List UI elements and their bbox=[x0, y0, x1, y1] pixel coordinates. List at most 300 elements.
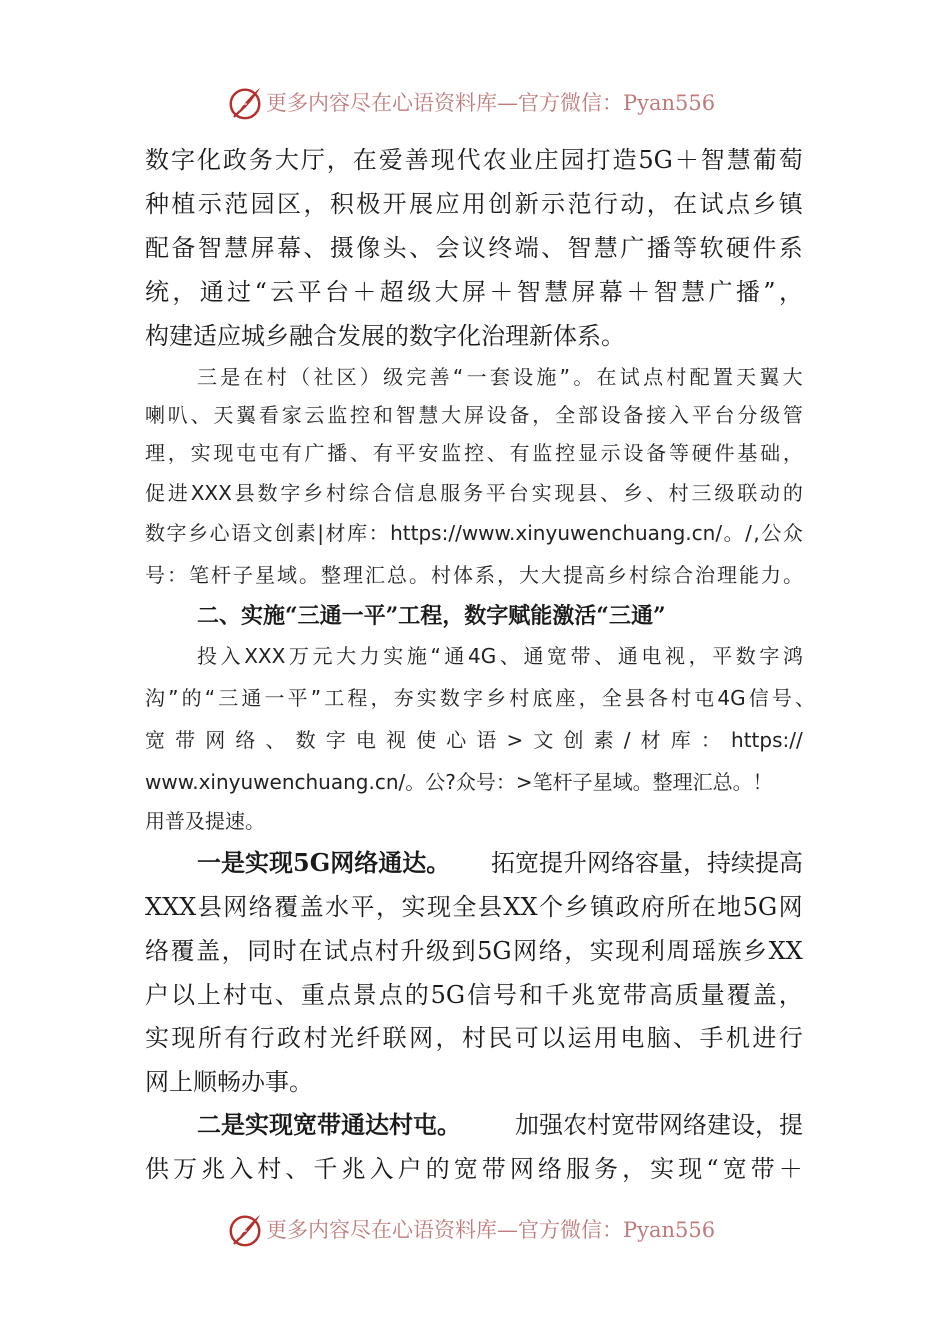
glyph: 化 bbox=[196, 146, 221, 174]
glyph: 范 bbox=[567, 190, 592, 218]
glyph: 软 bbox=[699, 234, 724, 262]
glyph: 。 bbox=[409, 563, 429, 587]
glyph: 信 bbox=[394, 481, 415, 505]
glyph: 5G bbox=[638, 146, 673, 174]
glyph: 进 bbox=[167, 481, 188, 505]
glyph: 一 bbox=[466, 365, 487, 389]
glyph: 覆 bbox=[170, 937, 195, 965]
glyph: 的 bbox=[782, 481, 803, 505]
glyph: 瑶 bbox=[691, 937, 716, 965]
quill-pen-logo-icon bbox=[226, 84, 264, 122]
glyph: 植 bbox=[171, 190, 196, 218]
glyph: 宽 bbox=[453, 1155, 478, 1183]
glyph: 点 bbox=[725, 190, 750, 218]
glyph: 级 bbox=[383, 365, 404, 389]
text-line bbox=[145, 1021, 803, 1055]
glyph: 广 bbox=[708, 278, 733, 306]
glyph: 带 bbox=[175, 728, 196, 752]
glyph: 体 bbox=[453, 563, 473, 587]
glyph: 入 bbox=[668, 403, 689, 427]
glyph: 现 bbox=[430, 146, 455, 174]
glyph: 、 bbox=[541, 234, 566, 262]
glyph: 智 bbox=[197, 234, 222, 262]
quill-pen-logo-icon bbox=[226, 1211, 264, 1249]
glyph: 覆 bbox=[274, 893, 299, 921]
glyph: 乡 bbox=[564, 893, 589, 921]
glyph: 打 bbox=[586, 146, 611, 174]
text-line bbox=[197, 362, 803, 392]
glyph: 在 bbox=[243, 365, 264, 389]
glyph: XXX bbox=[190, 481, 232, 505]
glyph: 叭 bbox=[167, 403, 188, 427]
glyph: 提 bbox=[563, 563, 583, 587]
glyph: 庄 bbox=[534, 146, 559, 174]
glyph: 代 bbox=[456, 146, 481, 174]
glyph: 在 bbox=[596, 365, 617, 389]
glyph: 、 bbox=[794, 686, 815, 710]
glyph: 用 bbox=[593, 1024, 618, 1052]
glyph: 总 bbox=[387, 563, 407, 587]
glyph: 全 bbox=[601, 686, 622, 710]
glyph: 村 bbox=[666, 365, 687, 389]
glyph: 平 bbox=[395, 441, 416, 465]
glyph: 到 bbox=[451, 937, 476, 965]
glyph: 设 bbox=[623, 441, 644, 465]
glyph: 一 bbox=[264, 686, 285, 710]
glyph: 点 bbox=[326, 981, 351, 1009]
glyph: 县 bbox=[477, 893, 502, 921]
glyph: 进 bbox=[752, 1024, 777, 1052]
glyph: | bbox=[317, 521, 324, 545]
text-line bbox=[145, 400, 803, 430]
glyph: 实 bbox=[531, 481, 552, 505]
glyph: 数 bbox=[145, 146, 169, 174]
glyph: 设 bbox=[513, 365, 534, 389]
glyph: 联 bbox=[382, 1024, 407, 1052]
glyph: 域 bbox=[277, 563, 297, 587]
glyph: 使 bbox=[416, 728, 437, 752]
glyph: 杆 bbox=[211, 563, 231, 587]
glyph: / bbox=[745, 521, 752, 545]
glyph: 础 bbox=[760, 441, 781, 465]
glyph: 通 bbox=[199, 278, 224, 306]
glyph: 息 bbox=[417, 481, 438, 505]
glyph: 带 bbox=[750, 1155, 775, 1183]
glyph: 新 bbox=[514, 190, 539, 218]
glyph: 脑 bbox=[646, 1024, 671, 1052]
text-line bbox=[145, 978, 803, 1012]
glyph: 幕 bbox=[598, 278, 623, 306]
glyph: 光 bbox=[329, 1024, 354, 1052]
glyph: 材 bbox=[640, 728, 661, 752]
glyph: 广 bbox=[620, 234, 645, 262]
glyph: 屏 bbox=[463, 403, 484, 427]
glyph: 大 bbox=[782, 365, 803, 389]
glyph: 套 bbox=[489, 365, 510, 389]
glyph: 网 bbox=[205, 728, 226, 752]
glyph: 络 bbox=[537, 1155, 562, 1183]
glyph: 家 bbox=[281, 403, 302, 427]
glyph: XXX bbox=[145, 893, 197, 921]
glyph: 户 bbox=[397, 1155, 422, 1183]
glyph: 幕 bbox=[277, 234, 302, 262]
glyph: 底 bbox=[532, 686, 553, 710]
glyph: ， bbox=[167, 441, 188, 465]
glyph: 4G bbox=[468, 644, 497, 668]
glyph: 服 bbox=[565, 1155, 590, 1183]
glyph: 通 bbox=[444, 644, 465, 668]
glyph: 像 bbox=[356, 234, 381, 262]
glyph: 县 bbox=[197, 893, 222, 921]
glyph: 4G bbox=[717, 686, 746, 710]
glyph: 慧 bbox=[544, 278, 569, 306]
text-line: 用普及提速。 bbox=[145, 809, 265, 833]
glyph: 网 bbox=[223, 893, 248, 921]
glyph: 管 bbox=[782, 403, 803, 427]
glyph: 头 bbox=[382, 234, 407, 262]
glyph: 联 bbox=[737, 481, 758, 505]
text-line: 网上顺畅办事。 bbox=[145, 1068, 313, 1096]
glyph: 。 bbox=[723, 521, 744, 545]
glyph: 善 bbox=[429, 365, 450, 389]
glyph: 星 bbox=[255, 563, 275, 587]
glyph: 宽 bbox=[145, 728, 165, 752]
glyph: 智 bbox=[653, 278, 678, 306]
glyph: 素 bbox=[593, 728, 614, 752]
text-line bbox=[145, 725, 803, 755]
glyph: 硬 bbox=[691, 441, 712, 465]
glyph: 三 bbox=[218, 686, 239, 710]
glyph: 镇 bbox=[589, 893, 614, 921]
glyph: 、 bbox=[285, 1155, 310, 1183]
glyph: 接 bbox=[646, 403, 667, 427]
glyph: 示 bbox=[600, 441, 621, 465]
glyph: 会 bbox=[435, 234, 460, 262]
glyph: 络 bbox=[538, 937, 563, 965]
glyph: 示 bbox=[197, 190, 222, 218]
glyph: 、 bbox=[486, 441, 507, 465]
glyph: ， bbox=[376, 893, 401, 921]
glyph: 屏 bbox=[461, 278, 486, 306]
glyph: 电 bbox=[620, 1024, 645, 1052]
glyph: 、 bbox=[645, 481, 666, 505]
glyph: ： bbox=[167, 563, 187, 587]
glyph: 大 bbox=[541, 563, 561, 587]
glyph: 政 bbox=[615, 893, 640, 921]
glyph: 乡 bbox=[607, 563, 627, 587]
glyph: 机 bbox=[725, 1024, 750, 1052]
glyph: 村 bbox=[431, 563, 451, 587]
glyph: 电 bbox=[355, 728, 376, 752]
glyph: 件 bbox=[714, 441, 735, 465]
glyph: 。 bbox=[573, 365, 594, 389]
glyph: 所 bbox=[666, 893, 691, 921]
glyph: ， bbox=[778, 981, 803, 1009]
glyph: 千 bbox=[544, 981, 569, 1009]
glyph: 县 bbox=[577, 481, 598, 505]
glyph: 现 bbox=[426, 893, 451, 921]
text-line bbox=[145, 187, 803, 221]
glyph: 字 bbox=[170, 146, 195, 174]
glyph: 置 bbox=[712, 365, 733, 389]
glyph: 汇 bbox=[365, 563, 385, 587]
glyph: 慧 bbox=[726, 146, 751, 174]
glyph: 民 bbox=[488, 1024, 513, 1052]
glyph: 在 bbox=[298, 937, 323, 965]
glyph: 号 bbox=[771, 686, 792, 710]
glyph: 乡 bbox=[486, 686, 507, 710]
glyph: 族 bbox=[717, 937, 742, 965]
glyph: 开 bbox=[382, 190, 407, 218]
glyph: 现 bbox=[554, 481, 575, 505]
glyph: 天 bbox=[736, 365, 757, 389]
glyph: 务 bbox=[463, 481, 484, 505]
glyph: 县 bbox=[624, 686, 645, 710]
glyph: 工 bbox=[324, 686, 345, 710]
glyph: 实 bbox=[145, 1024, 169, 1052]
glyph: 、 bbox=[594, 644, 615, 668]
glyph: 行 bbox=[250, 1024, 275, 1052]
glyph: ” bbox=[168, 686, 179, 710]
glyph: 理 bbox=[145, 441, 165, 465]
glyph: 服 bbox=[440, 481, 461, 505]
text-line bbox=[145, 934, 803, 968]
glyph: 整 bbox=[321, 563, 341, 587]
glyph: 公 bbox=[761, 521, 782, 545]
glyph: 信 bbox=[467, 981, 492, 1009]
text-line bbox=[145, 275, 803, 309]
glyph: 带 bbox=[570, 644, 591, 668]
glyph: https://www.xinyuwenchuang.cn/ bbox=[390, 521, 723, 545]
glyph: 心 bbox=[446, 728, 467, 752]
glyph: 材 bbox=[325, 521, 346, 545]
glyph: 政 bbox=[277, 1024, 302, 1052]
glyph: 和 bbox=[519, 981, 544, 1009]
glyph: 合 bbox=[673, 563, 693, 587]
glyph: 平 bbox=[350, 893, 375, 921]
glyph: 数 bbox=[439, 686, 460, 710]
glyph: 宽 bbox=[596, 981, 621, 1009]
glyph: 利 bbox=[640, 937, 665, 965]
glyph: 安 bbox=[418, 441, 439, 465]
glyph: 级 bbox=[426, 937, 451, 965]
glyph: 级 bbox=[714, 481, 735, 505]
glyph: 乡 bbox=[743, 937, 768, 965]
text-line bbox=[145, 560, 803, 590]
glyph: 兆 bbox=[570, 981, 595, 1009]
glyph: 动 bbox=[620, 190, 645, 218]
glyph: 府 bbox=[640, 893, 665, 921]
glyph: 。 bbox=[299, 563, 319, 587]
glyph: 治 bbox=[695, 563, 715, 587]
text-line bbox=[145, 890, 803, 924]
glyph: 平 bbox=[297, 278, 322, 306]
glyph: 农 bbox=[482, 146, 507, 174]
glyph: 万 bbox=[173, 1155, 198, 1183]
glyph: 促 bbox=[145, 481, 165, 505]
glyph: 村 bbox=[461, 1024, 486, 1052]
glyph: 信 bbox=[748, 686, 769, 710]
glyph: 摄 bbox=[329, 234, 354, 262]
glyph: 实 bbox=[416, 686, 437, 710]
glyph: 文 bbox=[252, 521, 273, 545]
glyph: 终 bbox=[488, 234, 513, 262]
glyph: 入 bbox=[369, 1155, 394, 1183]
glyph: 部 bbox=[577, 403, 598, 427]
glyph: ， bbox=[326, 146, 351, 174]
glyph: 素 bbox=[295, 521, 316, 545]
glyph: 力 bbox=[761, 563, 781, 587]
text-line bbox=[197, 1108, 803, 1142]
glyph: 5G bbox=[430, 981, 466, 1009]
glyph: ＋ bbox=[352, 278, 377, 306]
glyph: 兆 bbox=[201, 1155, 226, 1183]
glyph: 心 bbox=[209, 521, 230, 545]
glyph: 葡 bbox=[752, 146, 777, 174]
glyph: / bbox=[623, 728, 631, 752]
bold-lead: 二是实现宽带通达村屯。 bbox=[197, 1110, 461, 1139]
glyph: 点 bbox=[378, 981, 403, 1009]
glyph: 点 bbox=[643, 365, 664, 389]
glyph: 智 bbox=[395, 403, 416, 427]
text-line bbox=[197, 641, 803, 671]
glyph: ， bbox=[532, 403, 553, 427]
glyph: 屏 bbox=[250, 234, 275, 262]
glyph: 三 bbox=[197, 365, 217, 389]
glyph: 议 bbox=[461, 234, 486, 262]
glyph: 村 bbox=[668, 481, 689, 505]
glyph: ＋ bbox=[626, 278, 651, 306]
glyph: 配 bbox=[689, 365, 710, 389]
glyph: 理 bbox=[343, 563, 363, 587]
text-line: www.xinyuwenchuang.cn/。公?众号：>笔杆子星域。整理汇总。！ bbox=[145, 770, 773, 794]
glyph: 广 bbox=[304, 441, 325, 465]
glyph: 配 bbox=[145, 234, 169, 262]
glyph: 完 bbox=[406, 365, 427, 389]
glyph: ， bbox=[370, 686, 391, 710]
glyph: “ bbox=[706, 1155, 719, 1183]
glyph: 设 bbox=[486, 403, 507, 427]
glyph: 园 bbox=[250, 190, 275, 218]
glyph: 有 bbox=[224, 1024, 249, 1052]
glyph: 慧 bbox=[418, 403, 439, 427]
glyph: 大 bbox=[519, 563, 539, 587]
glyph: 综 bbox=[651, 563, 671, 587]
glyph: 以 bbox=[541, 1024, 566, 1052]
glyph: 种 bbox=[145, 190, 169, 218]
glyph: 政 bbox=[222, 146, 247, 174]
watermark-text: 更多内容尽在心语资料库—官方微信：Pyan556 bbox=[266, 91, 716, 115]
glyph: 盖 bbox=[196, 937, 221, 965]
glyph: 控 bbox=[350, 403, 371, 427]
glyph: 盖 bbox=[752, 981, 777, 1009]
glyph: 、 bbox=[673, 1024, 698, 1052]
glyph: 镇 bbox=[778, 190, 803, 218]
glyph: 天 bbox=[213, 403, 234, 427]
glyph: 村 bbox=[374, 937, 399, 965]
glyph: 有 bbox=[509, 441, 530, 465]
glyph: 监 bbox=[532, 441, 553, 465]
glyph: 备 bbox=[509, 403, 530, 427]
glyph: ＋ bbox=[778, 1155, 803, 1183]
glyph: 实 bbox=[650, 1155, 675, 1183]
glyph: 实 bbox=[401, 893, 426, 921]
glyph: 社 bbox=[313, 365, 334, 389]
bold-lead: 一是实现5G网络通达。 bbox=[197, 848, 451, 877]
glyph: 设 bbox=[600, 403, 621, 427]
glyph: 数 bbox=[295, 728, 316, 752]
glyph: 监 bbox=[441, 441, 462, 465]
glyph: 周 bbox=[666, 937, 691, 965]
glyph: 分 bbox=[737, 403, 758, 427]
glyph: 点 bbox=[349, 937, 374, 965]
glyph: ： bbox=[368, 521, 389, 545]
glyph: 慧 bbox=[681, 278, 706, 306]
glyph: 超 bbox=[379, 278, 404, 306]
glyph: 号 bbox=[145, 563, 165, 587]
glyph: 有 bbox=[281, 441, 302, 465]
glyph: 字 bbox=[759, 644, 780, 668]
glyph: 村 bbox=[326, 481, 347, 505]
glyph: 件 bbox=[752, 234, 777, 262]
glyph: 同 bbox=[247, 937, 272, 965]
glyph: 宽 bbox=[547, 644, 568, 668]
glyph: 视 bbox=[665, 644, 685, 668]
glyph: 播 bbox=[735, 278, 760, 306]
glyph: 等 bbox=[673, 234, 698, 262]
glyph: 通 bbox=[617, 644, 638, 668]
glyph: 台 bbox=[714, 403, 735, 427]
glyph: 质 bbox=[674, 981, 699, 1009]
glyph: 善 bbox=[404, 146, 429, 174]
glyph: ） bbox=[359, 365, 380, 389]
glyph: 播 bbox=[327, 441, 348, 465]
glyph: ， bbox=[172, 278, 197, 306]
glyph: ” bbox=[559, 365, 570, 389]
glyph: 村 bbox=[629, 563, 649, 587]
glyph: 屯 bbox=[258, 441, 279, 465]
glyph: 务 bbox=[248, 146, 273, 174]
glyph: 实 bbox=[190, 441, 211, 465]
glyph: 在 bbox=[691, 893, 716, 921]
glyph: 萄 bbox=[778, 146, 803, 174]
glyph: 语 bbox=[231, 521, 252, 545]
glyph: 端 bbox=[514, 234, 539, 262]
glyph: 村 bbox=[266, 365, 287, 389]
glyph: 屯 bbox=[694, 686, 715, 710]
glyph: 座 bbox=[555, 686, 576, 710]
text-line: 构建适应城乡融合发展的数字化治理新体系。 bbox=[145, 322, 625, 350]
glyph: 现 bbox=[678, 1155, 703, 1183]
glyph: “ bbox=[254, 278, 267, 306]
glyph: 慧 bbox=[593, 234, 618, 262]
glyph: ， bbox=[564, 937, 589, 965]
glyph: 现 bbox=[615, 937, 640, 965]
glyph: 网 bbox=[778, 893, 803, 921]
glyph: 元 bbox=[312, 644, 333, 668]
glyph: 千 bbox=[313, 1155, 338, 1183]
glyph: 过 bbox=[227, 278, 252, 306]
glyph: 字 bbox=[463, 686, 483, 710]
glyph: 综 bbox=[348, 481, 369, 505]
glyph: 村 bbox=[509, 686, 530, 710]
watermark-banner-top bbox=[0, 78, 950, 128]
glyph: 、 bbox=[350, 441, 371, 465]
glyph: 的 bbox=[181, 686, 202, 710]
glyph: 喇 bbox=[145, 403, 165, 427]
glyph: 实 bbox=[383, 644, 404, 668]
glyph: 手 bbox=[699, 1024, 724, 1052]
